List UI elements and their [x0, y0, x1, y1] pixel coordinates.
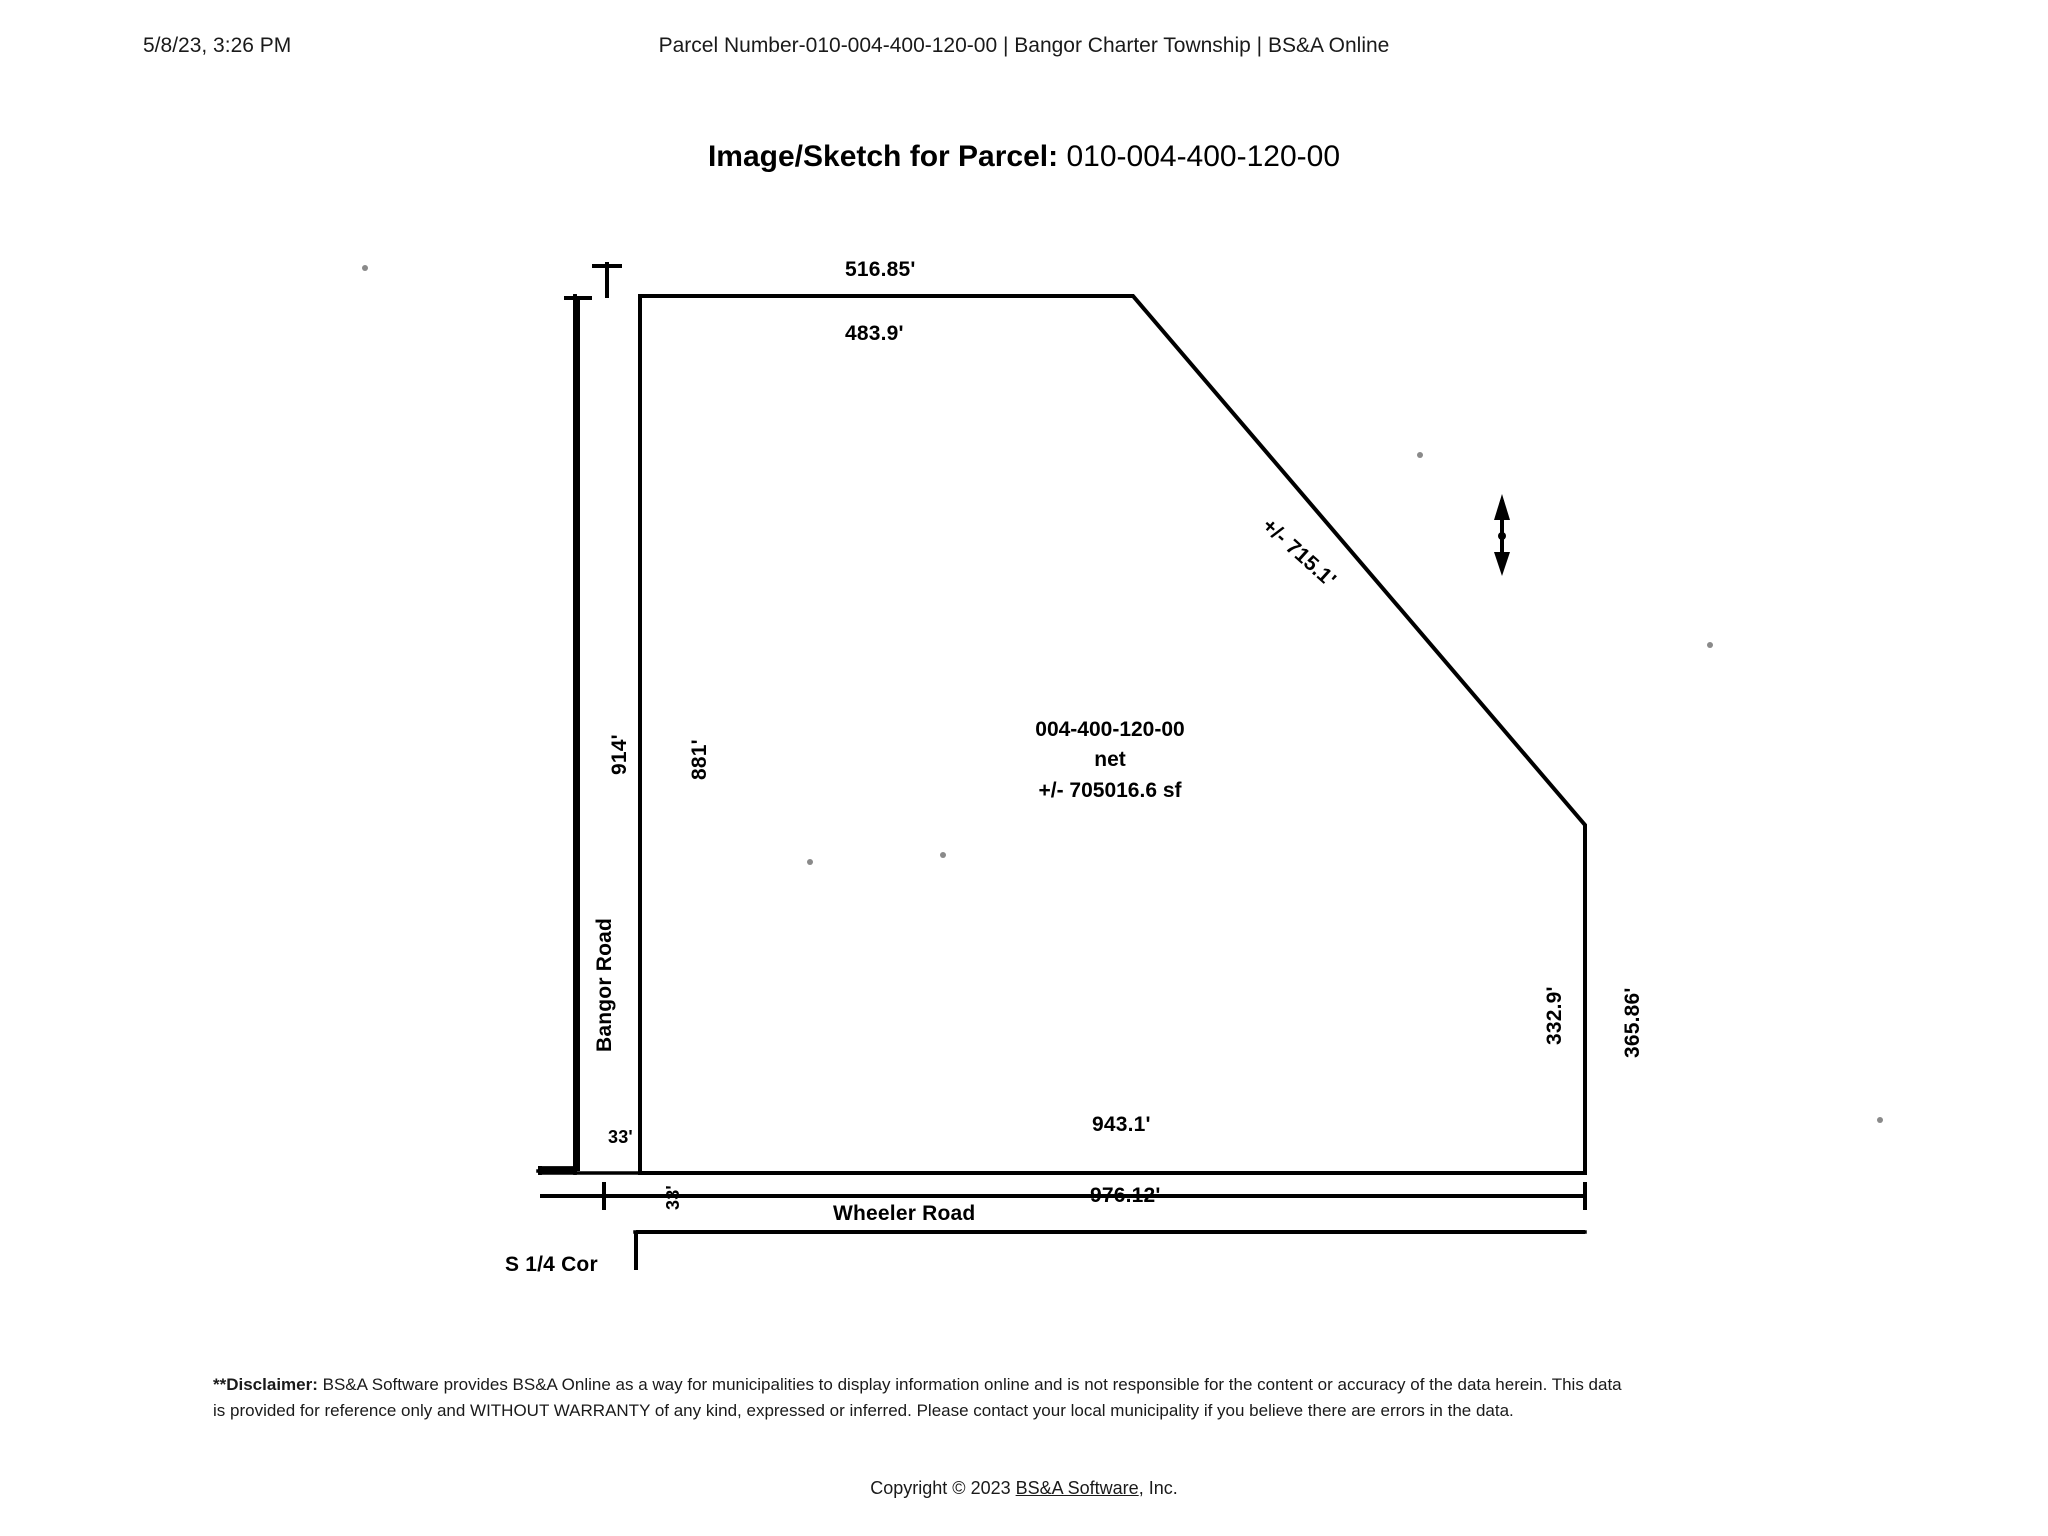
header-title: Parcel Number-010-004-400-120-00 | Bangor Charter Township | BS&A Online [658, 34, 1390, 57]
parcel-annotation-area: +/- 705016.6 sf [1038, 778, 1182, 802]
header-date: 5/8/23, 3:26 PM [143, 34, 292, 57]
dimension-bottom-outer: 976.12' [1090, 1184, 1161, 1207]
copyright [0, 1478, 2048, 1499]
disclaimer-line-1: BS&A Software provides BS&A Online as a way for municipalities to display information online and is not responsible for the content or accuracy of the data herein. This data [317, 1375, 1622, 1394]
corner-marker-label: S 1/4 Cor [505, 1253, 598, 1276]
dimension-diagonal: +/- 715.1' [1257, 514, 1341, 592]
road-label-bangor-road: Bangor Road [593, 917, 616, 1052]
copyright-prefix: Copyright © 2023 [870, 1478, 1016, 1498]
north-arrow-glyph [1494, 494, 1510, 576]
copyright-link[interactable]: BS&A Software [1015, 1478, 1139, 1498]
dimension-bottom-inner: 943.1' [1092, 1113, 1151, 1136]
dimension-right-outer: 365.86' [1621, 987, 1644, 1058]
page-header [0, 34, 2048, 60]
dimension-offset-bottom: 33' [663, 1185, 683, 1210]
page-title-parcel-number: 010-004-400-120-00 [1066, 140, 1341, 173]
dimension-offset-left: 33' [608, 1127, 633, 1147]
parcel-annotation-id: 004-400-120-00 [1035, 718, 1185, 741]
disclaimer [213, 1372, 1913, 1425]
copyright-suffix: , Inc. [1138, 1478, 1178, 1498]
dimension-left-inner: 881' [688, 739, 711, 780]
dimension-top-outer: 516.85' [845, 258, 916, 281]
page-title-label: Image/Sketch for Parcel: [707, 140, 1059, 173]
disclaimer-label: **Disclaimer: [213, 1375, 318, 1394]
dimension-left-outer: 914' [608, 734, 631, 775]
road-label-wheeler-road: Wheeler Road [833, 1202, 976, 1225]
parcel-annotation [900, 715, 1320, 806]
parcel-annotation-qualifier: net [1094, 748, 1126, 772]
dimension-top-inner: 483.9' [845, 322, 904, 345]
page-title [0, 140, 2048, 174]
dimension-right-inner: 332.9' [1543, 986, 1566, 1045]
disclaimer-line-2: is provided for reference only and WITHOUT WARRANTY of any kind, expressed or inferred. Please contact your local municipality if you believe there are errors in the data. [213, 1401, 1514, 1421]
